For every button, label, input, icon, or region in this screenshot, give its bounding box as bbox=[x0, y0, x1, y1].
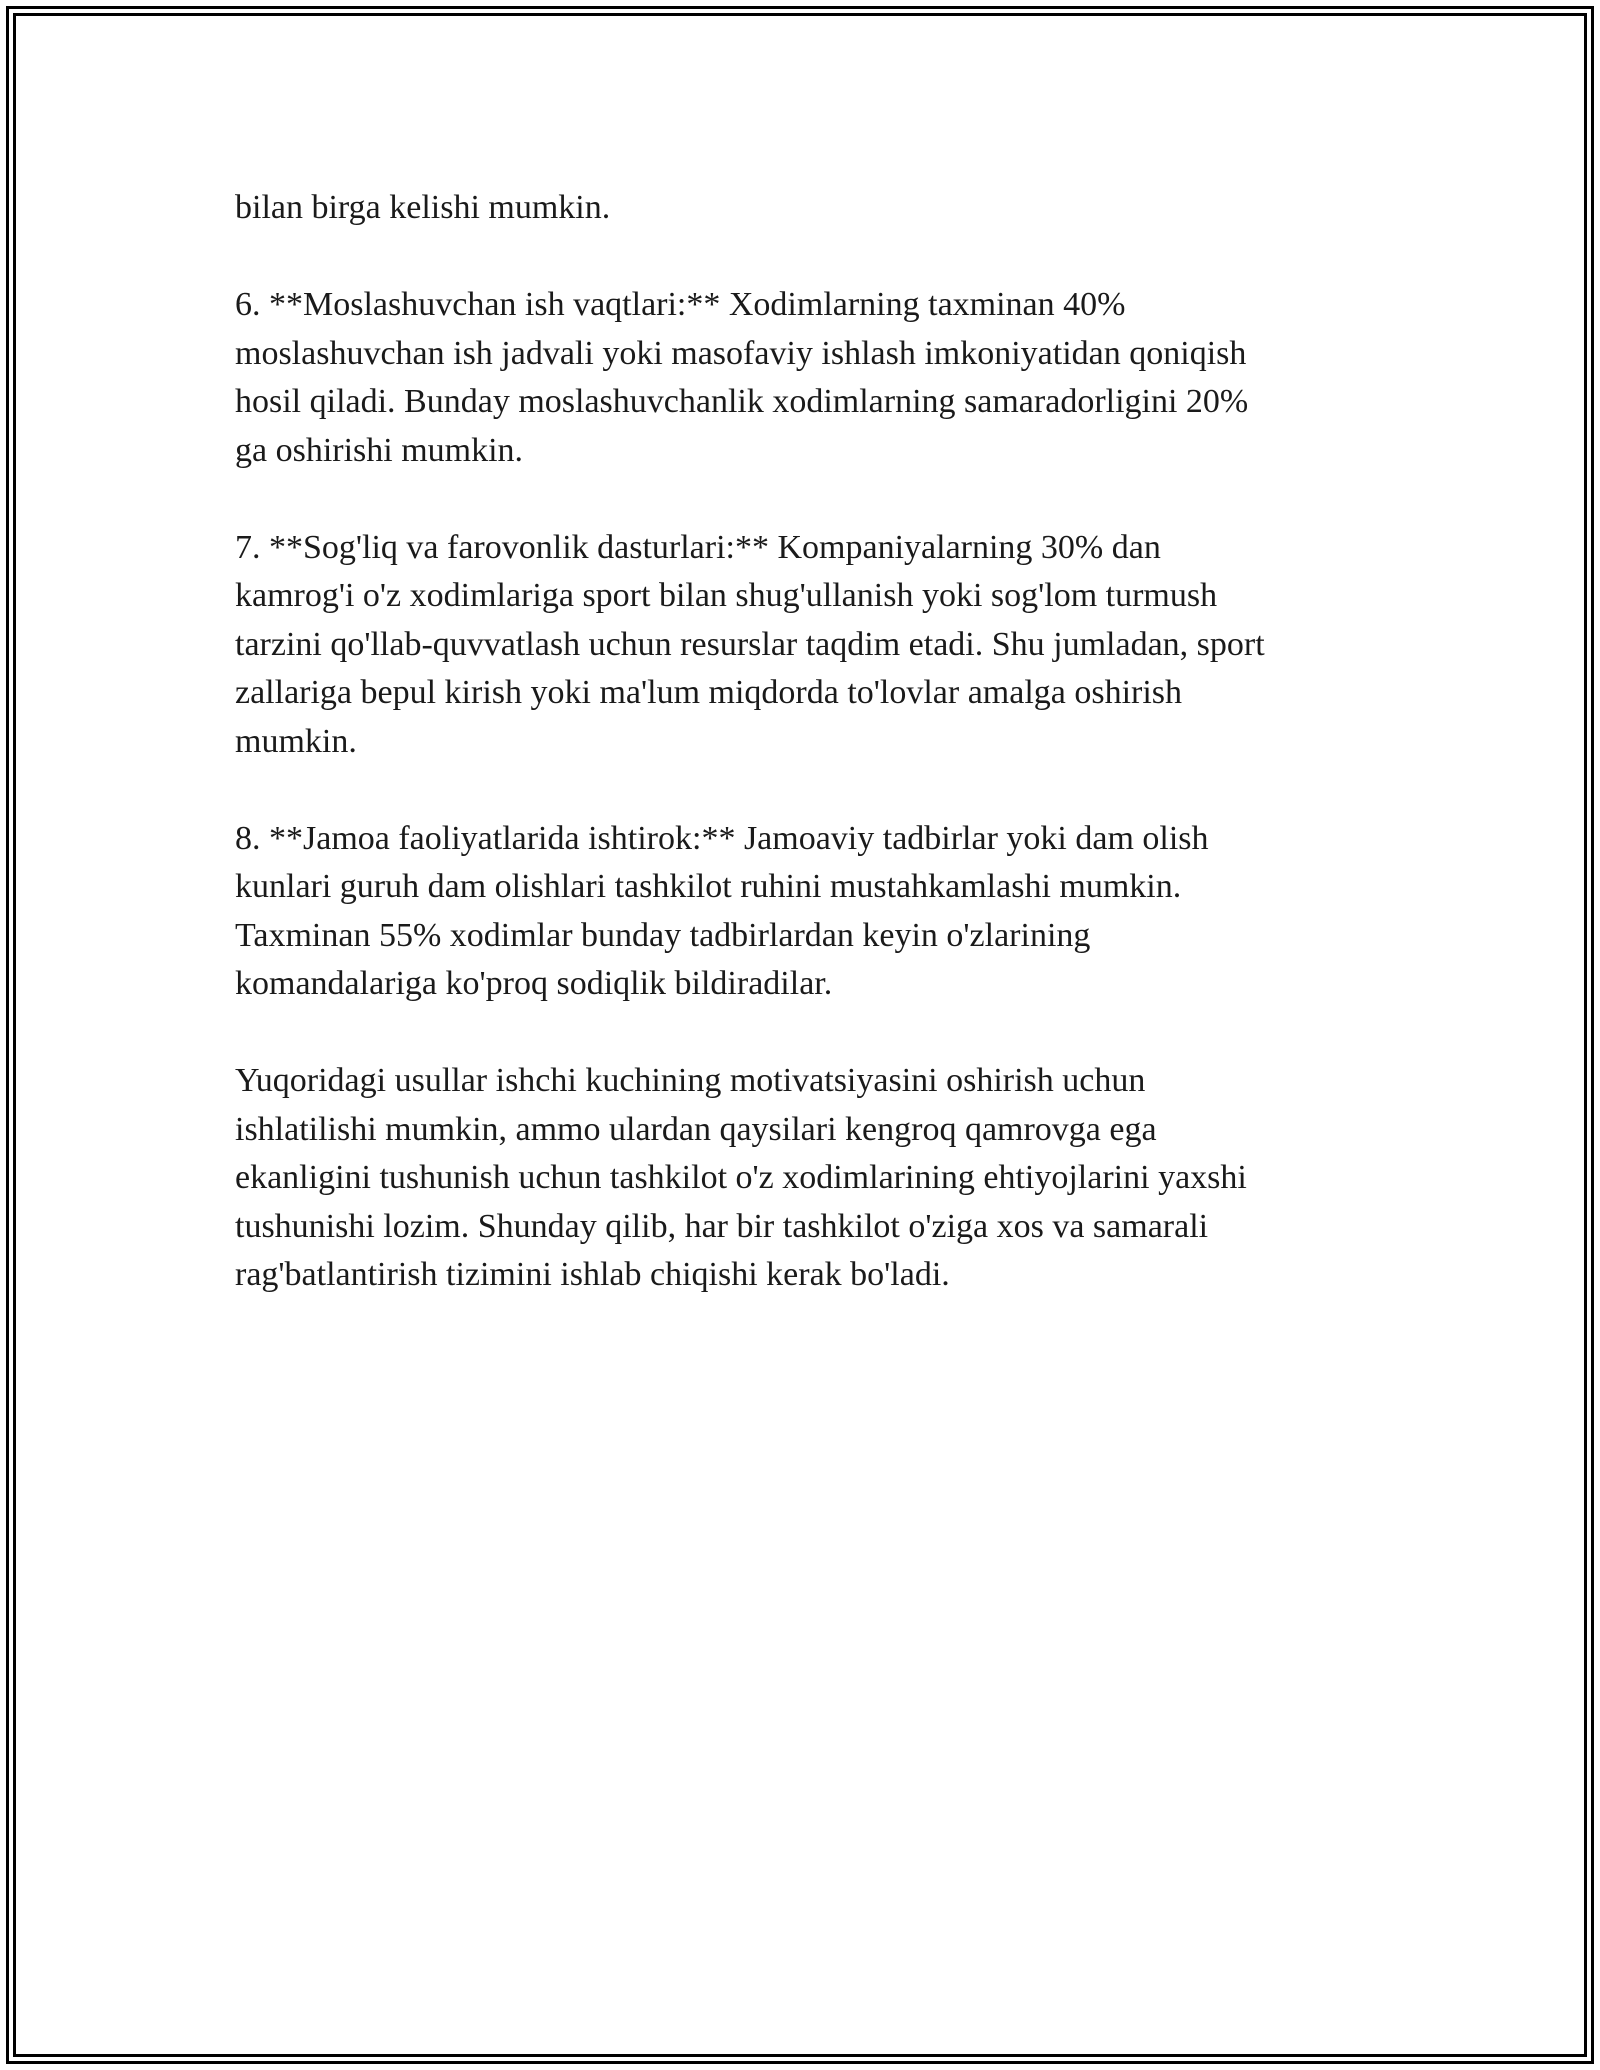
paragraph-item-8: 8. **Jamoa faoliyatlarida ishtirok:** Jamoaviy tadbirlar yoki dam olish kunlari guruh dam olishlari tashkilot ruhini mustahkamlashi mumkin. Taxminan 55% xodimlar bunday tadbirlardan keyin o'zlarining komandalariga ko'proq sodiqlik bildiradilar. bbox=[235, 819, 1209, 1002]
document-body bbox=[235, 184, 1365, 1348]
paragraph-item-6: 6. **Moslashuvchan ish vaqtlari:** Xodimlarning taxminan 40% moslashuvchan ish jadvali yoki masofaviy ishlash imkoniyatidan qoniqish hosil qiladi. Bunday moslashuvchanlik xodimlarning samaradorligini 20% ga oshirishi mumkin. bbox=[235, 286, 1249, 469]
paragraph-continuation: bilan birga kelishi mumkin. bbox=[235, 189, 611, 226]
paragraph-item-7: 7. **Sog'liq va farovonlik dasturlari:** Kompaniyalarning 30% dan kamrog'i o'z xodimlariga sport bilan shug'ullanish yoki sog'lom turmush tarzini qo'llab-quvvatlash uchun resurslar taqdim etadi. Shu jumladan, sport zallariga bepul kirish yoki ma'lum miqdorda to'lovlar amalga oshirish mumkin. bbox=[235, 528, 1265, 760]
paragraph-conclusion: Yuqoridagi usullar ishchi kuchining motivatsiyasini oshirish uchun ishlatilishi mumkin, ammo ulardan qaysilari kengroq qamrovga ega ekanligini tushunish uchun tashkilot o'z xodimlarining ehtiyojlarini yaxshi tushunishi lozim. Shunday qilib, har bir tashkilot o'ziga xos va samarali rag'batlantirish tizimini ishlab chiqishi kerak bo'ladi. bbox=[235, 1062, 1247, 1293]
